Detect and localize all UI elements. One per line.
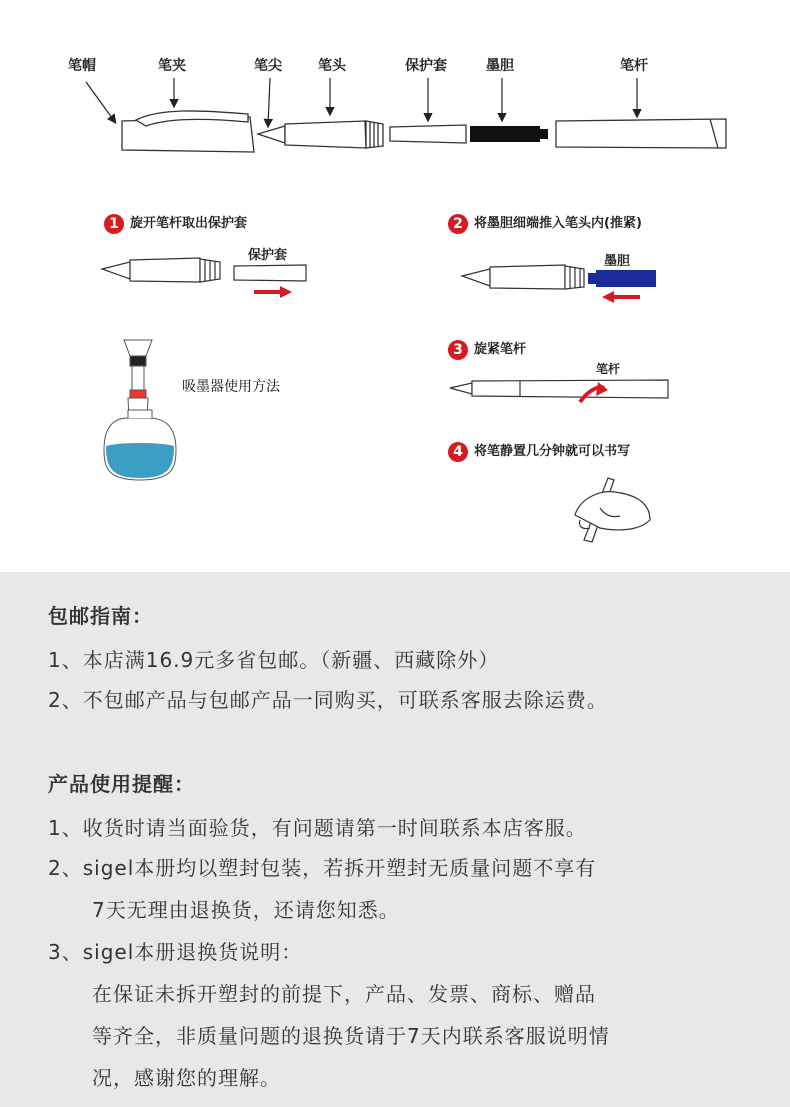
tips-line-2b: 7天无理由退换货，还请您知悉。 (92, 898, 400, 922)
step-number: 4 (448, 442, 468, 462)
label-clip: 笔夹 (158, 58, 186, 74)
label-nib: 笔尖 (254, 58, 282, 74)
label-grip: 笔头 (318, 58, 346, 74)
step-4 (448, 440, 630, 462)
label-sleeve: 保护套 (405, 58, 447, 74)
step-number: 3 (448, 340, 468, 360)
arrow-left-red (602, 291, 640, 303)
converter-label: 吸墨器使用方法 (182, 379, 280, 395)
step-3 (448, 338, 526, 360)
step-text: 旋开笔杆取出保护套 (130, 216, 248, 231)
label-barrel: 笔杆 (620, 58, 648, 74)
arrow-right-red (254, 286, 292, 298)
notice-panel (0, 572, 790, 1107)
step-text: 旋紧笔杆 (474, 342, 527, 357)
step-1 (104, 212, 247, 234)
tips-line-3c: 况，感谢您的理解。 (92, 1066, 281, 1090)
step-3-sub: 笔杆 (596, 362, 621, 376)
tips-line-3a: 在保证未拆开塑封的前提下，产品、发票、商标、赠品 (92, 982, 596, 1006)
step-text: 将墨胆细端推入笔头内(推紧) (474, 216, 642, 231)
tips-line-2a: 2、sigel本册均以塑封包装，若拆开塑封无质量问题不享有 (48, 856, 597, 880)
shipping-line-2: 2、不包邮产品与包邮产品一同购买，可联系客服去除运费。 (48, 688, 608, 712)
step-text: 将笔静置几分钟就可以书写 (474, 444, 631, 459)
tips-title: 产品使用提醒： (48, 772, 195, 796)
tips-line-3: 3、sigel本册退换货说明： (48, 940, 303, 964)
tips-line-3b: 等齐全，非质量问题的退换货请于7天内联系客服说明情 (92, 1024, 610, 1048)
tips-line-1: 1、收货时请当面验货，有问题请第一时间联系本店客服。 (48, 816, 587, 840)
step-2 (448, 212, 642, 234)
step-number: 1 (104, 214, 124, 234)
step-2-sub: 墨胆 (604, 254, 631, 269)
label-cap: 笔帽 (68, 58, 96, 74)
shipping-line-1: 1、本店满16.9元多省包邮。（新疆、西藏除外） (48, 648, 500, 672)
step-number: 2 (448, 214, 468, 234)
label-cartridge: 墨胆 (486, 58, 514, 74)
shipping-title: 包邮指南： (48, 604, 153, 628)
step-1-sub: 保护套 (248, 248, 288, 263)
